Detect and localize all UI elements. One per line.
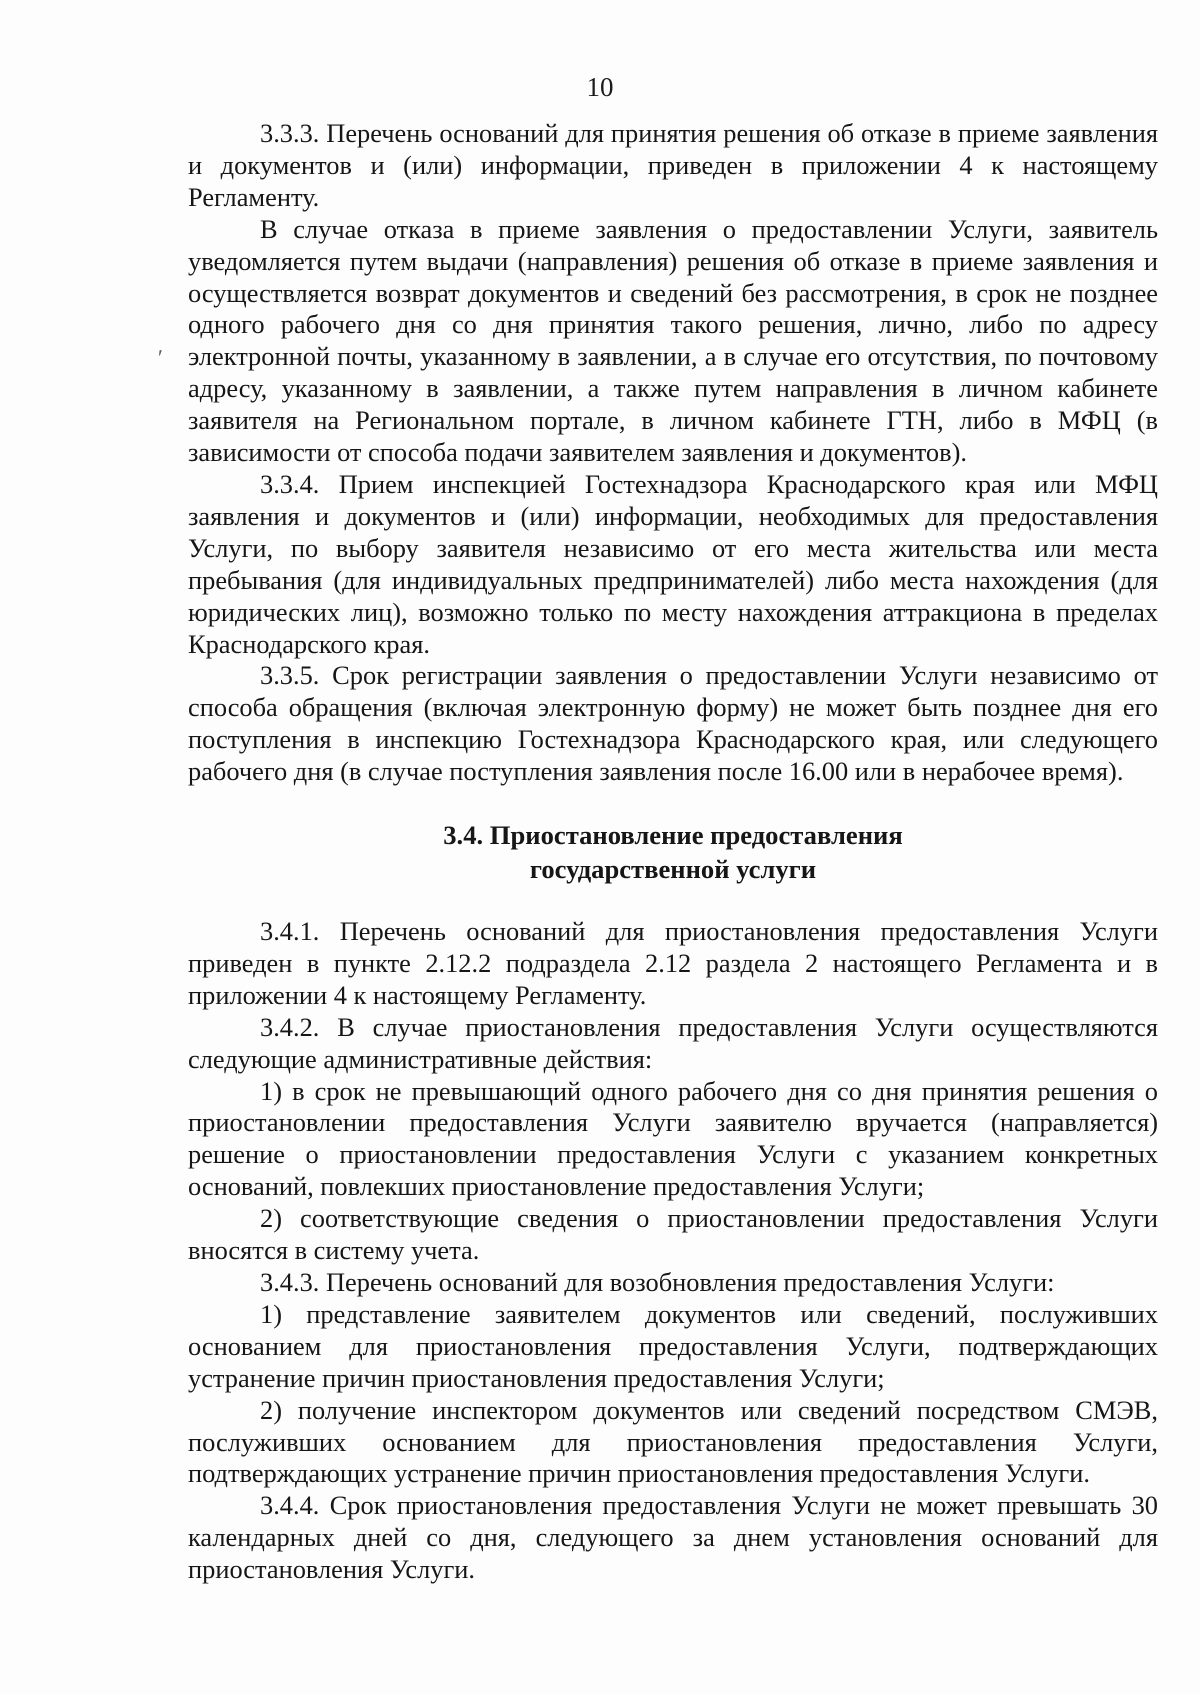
scan-mark: ʹ: [158, 345, 163, 370]
document-body: [188, 118, 1158, 1586]
section-heading-line-1: 3.4. Приостановление предоставления: [443, 820, 903, 851]
paragraph-3-3-5: 3.3.5. Срок регистрации заявления о предоставлении Услуги независимо от способа обращения (включая электронную форму) не может быть позднее дня его поступления в инспекцию Гостехнадзора Краснодарского края, или следующего рабочего дня (в случае поступления заявления после 16.00 или в нерабочее время).: [188, 660, 1158, 787]
paragraph-3-4-4: 3.4.4. Срок приостановления предоставления Услуги не может превышать 30 календарных дней со дня, следующего за днем установления оснований для приостановления Услуги.: [188, 1490, 1158, 1585]
paragraph-3-4-2: 3.4.2. В случае приостановления предоставления Услуги осуществляются следующие административные действия:: [188, 1011, 1158, 1074]
paragraph-refusal-notice: В случае отказа в приеме заявления о предоставлении Услуги, заявитель уведомляется путем выдачи (направления) решения об отказе в приеме заявления и осуществляется возврат документов и сведений без рассмотрения, в срок не позднее одного рабочего дня со дня принятия такого решения, лично, либо по адресу электронной почты, указанному в заявлении, а в случае его отсутствия, по почтовому адресу, указанному в заявлении, а также путем направления в личном кабинете заявителя на Региональном портале, в личном кабинете ГТН, либо в МФЦ (в зависимости от способа подачи заявителем заявления и документов).: [188, 213, 1158, 468]
paragraph-3-4-2-item-1: 1) в срок не превышающий одного рабочего дня со дня принятия решения о приостановлении предоставления Услуги заявителю вручается (направляется) решение о приостановлении предоставления Услуги с указанием конкретных оснований, повлекших приостановление предоставления Услуги;: [188, 1075, 1158, 1202]
paragraph-3-3-4: 3.3.4. Прием инспекцией Гостехнадзора Краснодарского края или МФЦ заявления и документов и (или) информации, необходимых для предоставления Услуги, по выбору заявителя независимо от его места жительства или места пребывания (для индивидуальных предпринимателей) либо места нахождения (для юридических лиц), возможно только по месту нахождения аттракциона в пределах Краснодарского края.: [188, 468, 1158, 659]
paragraph-3-4-3-item-1: 1) представление заявителем документов или сведений, послуживших основанием для приостановления предоставления Услуги, подтверждающих устранение причин приостановления предоставления Услуги;: [188, 1298, 1158, 1393]
paragraph-3-4-1: 3.4.1. Перечень оснований для приостановления предоставления Услуги приведен в пункте 2.12.2 подраздела 2.12 раздела 2 настоящего Регламента и в приложении 4 к настоящему Регламенту.: [188, 916, 1158, 1010]
section-heading-line-2: государственной услуги: [529, 854, 817, 885]
paragraph-3-4-3-item-2: 2) получение инспектором документов или сведений посредством СМЭВ, послуживших основанием для приостановления предоставления Услуги, подтверждающих устранение причин приостановления предоставления Услуги.: [188, 1394, 1158, 1489]
paragraph-3-4-3: 3.4.3. Перечень оснований для возобновления предоставления Услуги:: [260, 1267, 1055, 1297]
page-number: 10: [586, 72, 614, 102]
paragraph-3-3-3: 3.3.3. Перечень оснований для принятия решения об отказе в приеме заявления и документов и (или) информации, приведен в приложении 4 к настоящему Регламенту.: [188, 118, 1158, 212]
section-heading: [188, 818, 1158, 886]
paragraph-3-4-2-item-2: 2) соответствующие сведения о приостановлении предоставления Услуги вносятся в систему учета.: [188, 1203, 1158, 1266]
